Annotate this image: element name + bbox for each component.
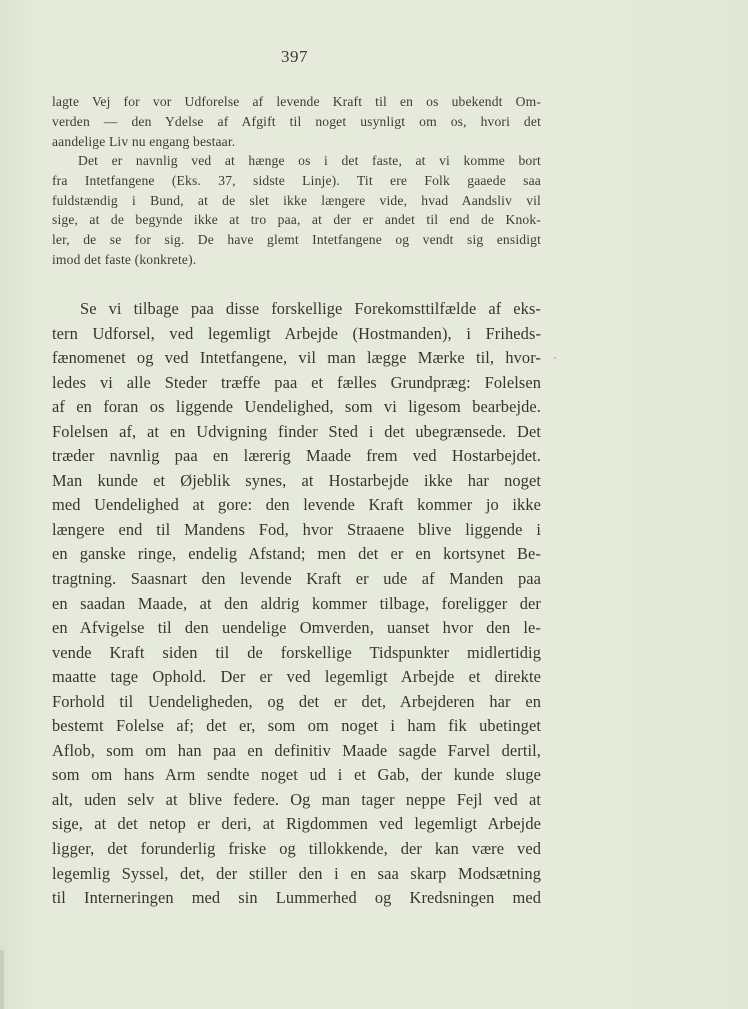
text-line: verden — den Ydelse af Afgift til noget usynligt om os, hvori det [52,113,541,129]
page-edge-shadow [0,950,4,1009]
scan-speck [554,357,556,359]
text-line: tragtning. Saasnart den levende Kraft er ude af Manden paa [52,569,541,589]
text-line: en saadan Maade, at den aldrig kommer tilbage, foreligger der [52,593,541,613]
text-line: Det er navnlig ved at hænge os i det faste, at vi komme bort [78,153,541,168]
text-line: Man kunde et Øjeblik synes, at Hostarbejde ikke har noget [52,470,541,490]
text-line: ledes vi alle Steder træffe paa et fælles Grundpræg: Folelsen [52,372,541,392]
text-line: af en foran os liggende Uendelighed, som vi ligesom bearbejde. [52,397,541,417]
text-line: Se vi tilbage paa disse forskellige Forekomsttilfælde af eks- [80,299,541,318]
text-line: sige, at det netop er deri, at Rigdommen ved legemligt Arbejde [52,814,541,834]
paragraph-intetfangene [52,151,541,270]
text-line: lagte Vej for vor Udforelse af levende Kraft til en os ubekendt Om- [52,94,541,109]
text-line: en Afvigelse til den uendelige Omverden, uanset hvor den le- [52,618,541,638]
text-line: fuldstændig i Bund, at de slet ikke længere vide, hvad Aandsliv vil [52,192,541,208]
text-line: tern Udforsel, ved legemligt Arbejde (Hostmanden), i Friheds- [52,323,541,343]
main-paragraph [52,297,541,911]
text-line: fænomenet og ved Intetfangene, vil man lægge Mærke til, hvor- [52,348,541,368]
text-line: træder navnlig paa en lærerig Maade frem ved Hostarbejdet. [52,446,541,466]
text-line: Forhold til Uendeligheden, og det er det, Arbejderen har en [52,691,541,711]
text-line: vende Kraft siden til de forskellige Tidspunkter midlertidig [52,642,541,662]
page-number: 397 [281,47,308,66]
text-line: alt, uden selv at blive federe. Og man tager neppe Fejl ved at [52,789,541,809]
text-line: med Uendelighed at gore: den levende Kraft kommer jo ikke [52,495,541,515]
text-line: som om hans Arm sendte noget ud i et Gab, der kunde sluge [52,765,541,785]
text-line: en ganske ringe, endelig Afstand; men det er en kortsynet Be- [52,544,541,564]
text-line: maatte tage Ophold. Der er ved legemligt Arbejde et direkte [52,667,541,687]
text-line: ler, de se for sig. De have glemt Intetfangene og vendt sig ensidigt [52,232,541,248]
text-line: legemlig Syssel, det, der stiller den i en saa skarp Modsætning [52,863,541,883]
text-line: bestemt Folelse af; det er, som om noget i ham fik ubetinget [52,716,541,736]
text-line: Aflob, som om han paa en definitiv Maade sagde Farvel dertil, [52,740,541,760]
text-line: aandelige Liv nu engang bestaar. [52,133,236,149]
text-line: fra Intetfangene (Eks. 37, sidste Linje). Tit ere Folk gaaede saa [52,172,541,188]
text-line: længere end til Mandens Fod, hvor Straaene blive liggende i [52,519,541,539]
text-line: ligger, det forunderlig friske og tillokkende, der kan være ved [52,839,541,859]
text-line: imod det faste (konkrete). [52,251,197,267]
text-line: Folelsen af, at en Udvigning finder Sted i det ubegrænsede. Det [52,421,541,441]
text-line: til Interneringen med sin Lummerhed og Kredsningen med [52,888,541,908]
paragraph-continuation [52,92,541,151]
text-line: sige, at de begynde ikke at tro paa, at der er andet til end de Knok- [52,212,541,228]
